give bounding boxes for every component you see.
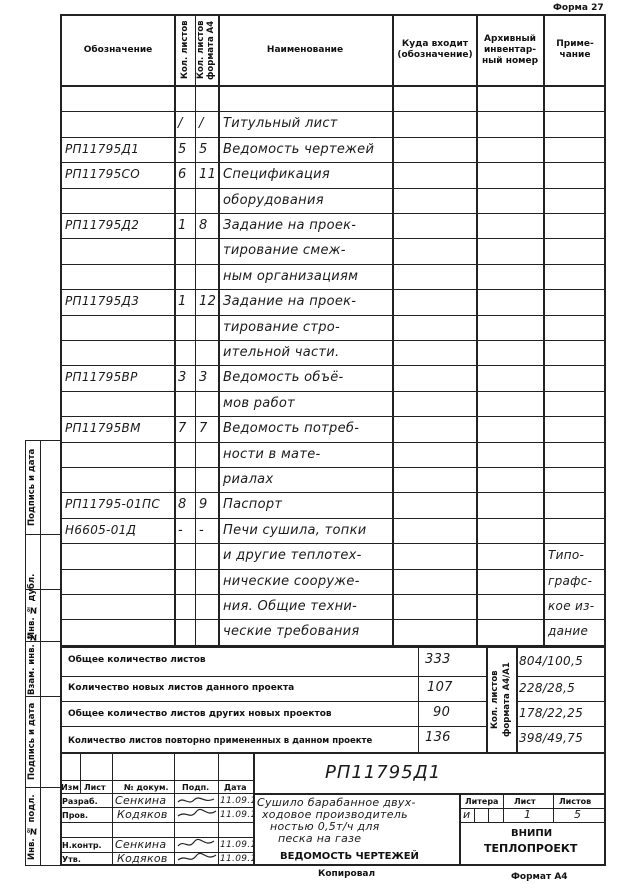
- row-sheet-count-a4: 3: [199, 370, 208, 386]
- row-name: Ведомость чертежей: [223, 141, 375, 157]
- row-name: Спецификация: [223, 167, 330, 183]
- header-designation: Обозначение: [83, 44, 153, 55]
- row-sheet-count-a4: 8: [199, 218, 208, 233]
- side-label-sign-date-1: Подпись и дата: [27, 448, 37, 526]
- row-sheet-count-a4: 9: [199, 497, 208, 513]
- stamp-name-0: Сенкина: [115, 794, 167, 807]
- row-designation: РП11795ВМ: [65, 421, 141, 436]
- stamp-doc-code: РП11795Д1: [325, 762, 442, 783]
- row-designation: РП11795СО: [65, 167, 140, 182]
- row-sheet-count: 5: [178, 141, 187, 157]
- stamp-org-1: ТЕПЛОПРОЕКТ: [484, 842, 578, 855]
- stamp-sheets-value: 5: [574, 808, 582, 821]
- row-sheet-count-a4: 7: [199, 421, 208, 437]
- row-name: ительной части.: [223, 345, 340, 360]
- total-label-1: Количество новых листов данного проекта: [68, 683, 295, 693]
- row-name: Печи сушила, топки: [223, 522, 367, 538]
- note-text: кое из-: [548, 599, 595, 613]
- header-archive-number: Архивный инвентар- ный номер: [481, 33, 539, 66]
- total-value-0: 333: [425, 652, 451, 667]
- note-text: дание: [548, 624, 589, 639]
- stamp-date-3: 11.09.1: [220, 840, 257, 850]
- footer-copied: Копировал: [318, 869, 376, 879]
- row-sheet-count-a4: /: [199, 116, 204, 132]
- total-value-2: 90: [433, 705, 451, 720]
- header-sheet-count-a4: Кол. листов формата А4: [196, 20, 216, 80]
- stamp-sheet-label: Лист: [514, 797, 536, 806]
- row-name: мов работ: [223, 395, 296, 411]
- row-name: риалах: [223, 472, 274, 487]
- row-designation: Н6605-01Д: [65, 522, 137, 537]
- stamp-title-line-3: песка на газе: [278, 832, 362, 845]
- row-designation: РП11795Д2: [65, 218, 140, 232]
- side-label-vzam: Взам. инв. №: [27, 631, 37, 695]
- stamp-col-izm: Изм: [61, 783, 79, 792]
- stamp-litera-label: Литера: [465, 797, 499, 806]
- stamp-title-line-1: ходовое производитель: [262, 808, 408, 821]
- row-sheet-count: 8: [178, 497, 187, 513]
- stamp-name-4: Кодяков: [117, 852, 168, 865]
- footer-format: Формат А4: [511, 872, 568, 882]
- stamp-date-0: 11.09.1: [220, 796, 257, 806]
- stamp-role-0: Разраб.: [62, 797, 98, 806]
- note-text: графс-: [548, 573, 593, 588]
- stamp-role-3: Н.контр.: [62, 841, 102, 850]
- row-sheet-count-a4: -: [199, 522, 204, 538]
- stamp-title-line-0: Сушило барабанное двух-: [257, 796, 416, 809]
- stamp-role-4: Утв.: [62, 855, 81, 864]
- stamp-sheets-label: Листов: [559, 797, 592, 806]
- row-name: тирование стро-: [223, 319, 341, 335]
- row-name: нические сооруже-: [223, 573, 360, 589]
- row-designation: РП11795Д3: [65, 294, 140, 309]
- side-label-inv-podl: Инв. № подл.: [27, 794, 37, 860]
- row-name: Задание на проек-: [223, 294, 357, 310]
- stamp-litera-value: и: [463, 808, 471, 821]
- row-sheet-count-a4: 11: [199, 167, 217, 183]
- row-sheet-count: 1: [178, 294, 187, 310]
- row-designation: РП11795ВР: [65, 370, 138, 385]
- row-name: и другие теплотех-: [223, 548, 362, 564]
- stamp-date-4: 11.09.1: [220, 854, 257, 864]
- a4-value-1: 228/28,5: [519, 681, 576, 695]
- row-name: Титульный лист: [223, 116, 338, 132]
- stamp-signatures: [176, 794, 218, 866]
- row-sheet-count: 6: [178, 167, 187, 183]
- header-sheet-count: Кол. листов: [180, 20, 190, 80]
- stamp-title-bottom: ВЕДОМОСТЬ ЧЕРТЕЖЕЙ: [280, 851, 419, 862]
- stamp-name-3: Сенкина: [115, 838, 167, 851]
- row-sheet-count-a4: 12: [199, 294, 217, 310]
- header-name: Наименование: [266, 44, 344, 55]
- stamp-org-0: ВНИПИ: [511, 828, 553, 839]
- row-sheet-count: 1: [178, 218, 187, 233]
- row-name: ности в мате-: [223, 446, 321, 462]
- total-value-1: 107: [427, 680, 453, 695]
- stamp-col-list: Лист: [84, 783, 106, 792]
- side-label-sign-date-2: Подпись и дата: [27, 702, 37, 780]
- row-name: Ведомость потреб-: [223, 421, 360, 437]
- row-sheet-count: 3: [178, 370, 187, 386]
- total-label-3: Количество листов повторно примененных в данном проекте: [68, 736, 373, 746]
- row-sheet-count: /: [178, 116, 183, 132]
- a4-label: Кол. листов формата А4/А1: [490, 662, 512, 738]
- stamp-sheet-value: 1: [524, 808, 532, 821]
- stamp-col-date: Дата: [224, 783, 247, 792]
- a4-value-0: 804/100,5: [519, 654, 584, 668]
- stamp-title-line-2: ностью 0,5т/ч для: [270, 820, 380, 833]
- row-designation: РП11795Д1: [65, 141, 140, 156]
- row-name: ния. Общие техни-: [223, 599, 358, 614]
- stamp-role-1: Пров.: [62, 811, 89, 820]
- stamp-date-1: 11.09.1: [220, 810, 257, 820]
- row-name: тирование смеж-: [223, 243, 346, 259]
- row-sheet-count: 7: [178, 421, 187, 437]
- total-label-2: Общее количество листов других новых проектов: [68, 709, 332, 719]
- form-label: Форма 27: [553, 3, 604, 13]
- row-sheet-count-a4: 5: [199, 141, 208, 157]
- header-note: Приме- чание: [556, 39, 594, 60]
- row-name: ным организациям: [223, 268, 359, 284]
- note-text: Типо-: [548, 548, 585, 563]
- row-name: ческие требования: [223, 624, 360, 640]
- row-name: Паспорт: [223, 497, 283, 513]
- total-label-0: Общее количество листов: [68, 655, 206, 665]
- row-name: Ведомость объё-: [223, 370, 344, 386]
- row-name: Задание на проек-: [223, 218, 357, 233]
- stamp-col-sign: Подп.: [182, 783, 210, 792]
- header-where-included: Куда входит (обозначение): [397, 39, 473, 60]
- total-value-3: 136: [425, 730, 451, 745]
- stamp-name-1: Кодяков: [117, 808, 168, 821]
- row-designation: РП11795-01ПС: [65, 497, 161, 512]
- row-name: оборудования: [223, 192, 324, 208]
- side-label-inv-dubl: Инв. № дубл.: [27, 573, 37, 639]
- row-sheet-count: -: [178, 522, 183, 538]
- a4-value-3: 398/49,75: [519, 731, 584, 745]
- a4-value-2: 178/22,25: [519, 706, 584, 720]
- stamp-col-doc: № докум.: [124, 783, 169, 792]
